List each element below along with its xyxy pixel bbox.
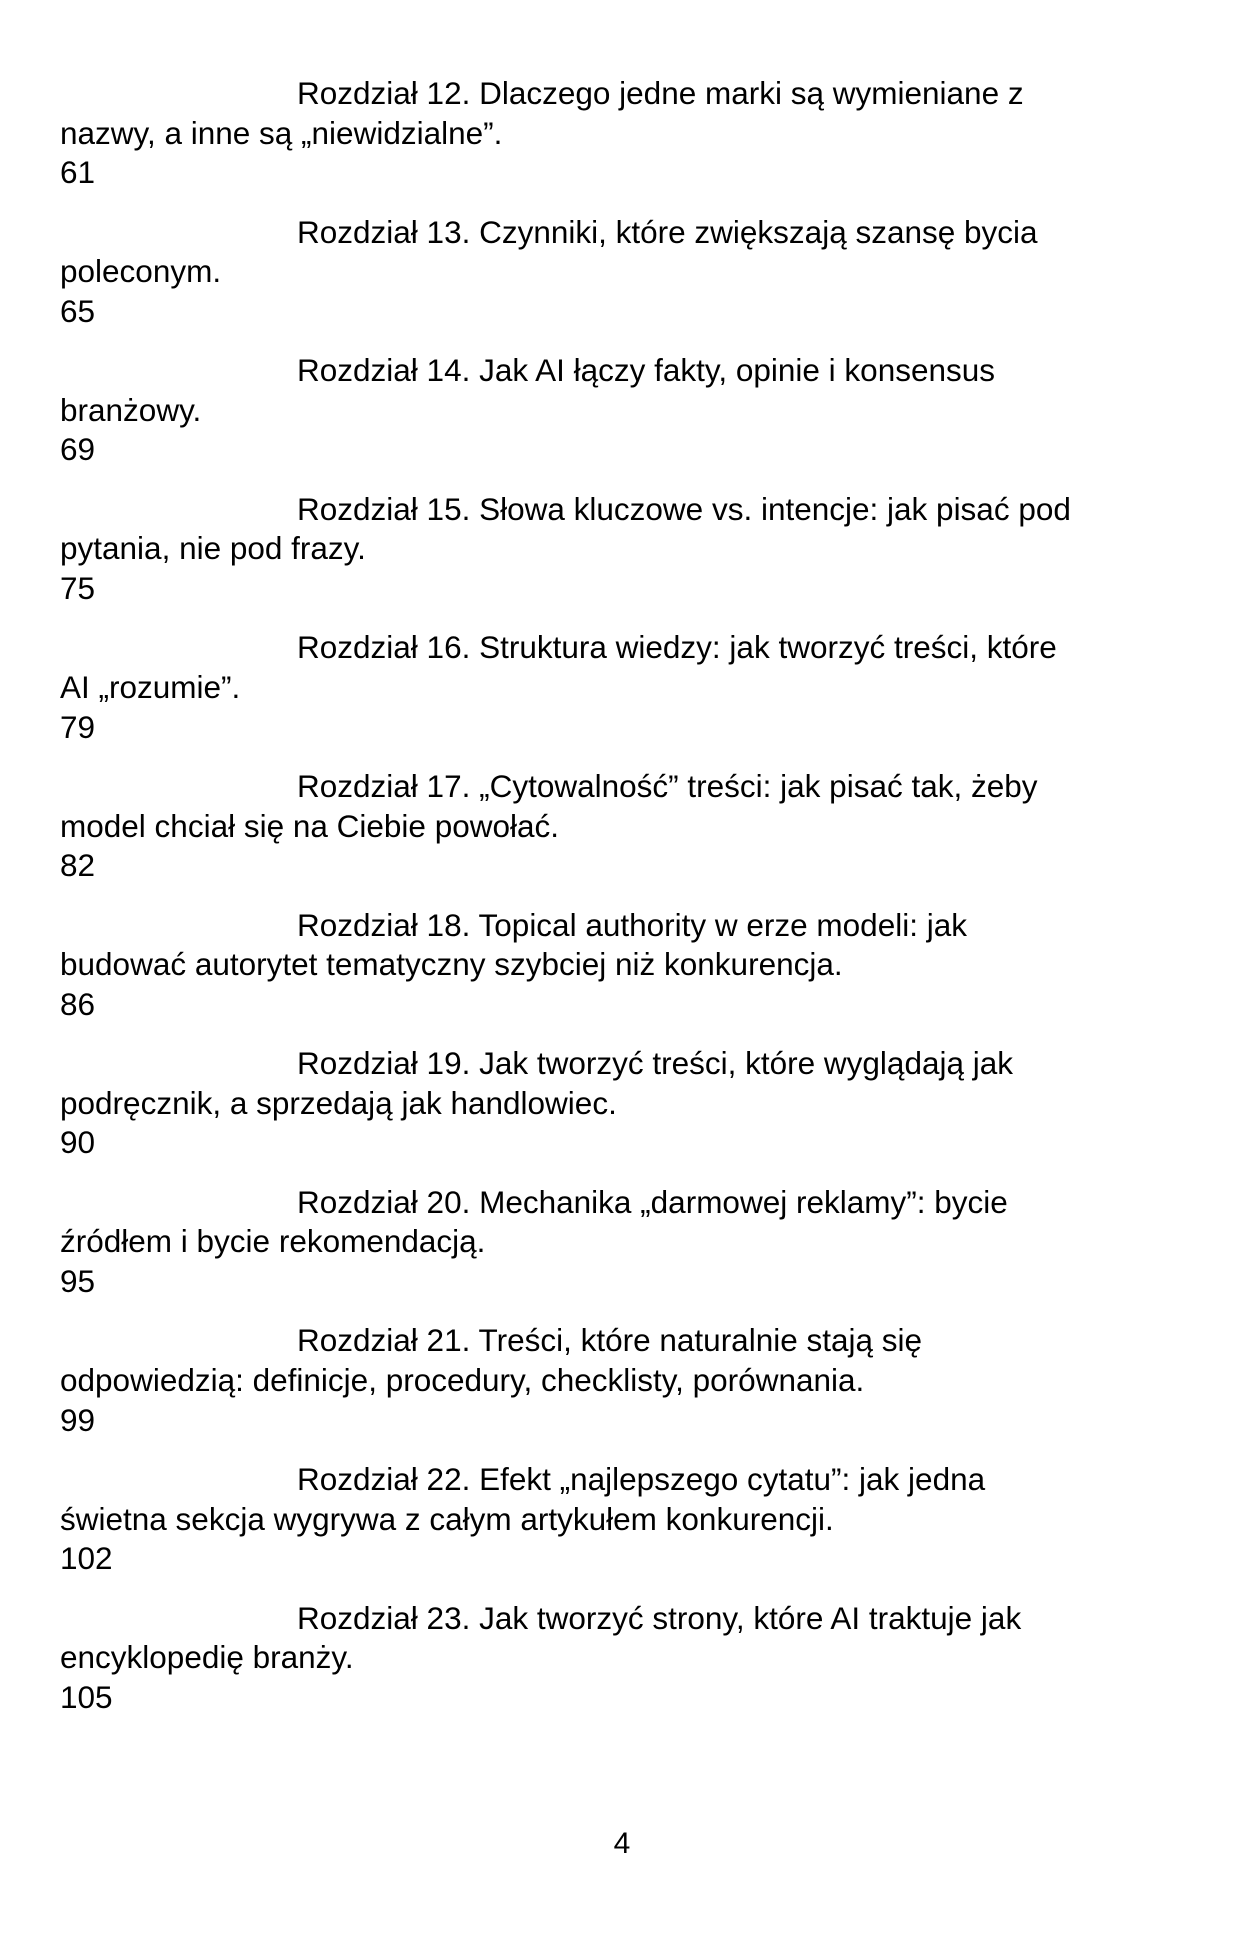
toc-entry-title-continuation: podręcznik, a sprzedają jak handlowiec.	[60, 1084, 617, 1121]
toc-entry-title-continuation: budować autorytet tematyczny szybciej niż konkurencja.	[60, 946, 843, 983]
toc-entry-page: 99	[60, 1401, 96, 1438]
toc-entry-title-continuation: encyklopedię branży.	[60, 1639, 354, 1676]
toc-entry-chapter-12	[60, 74, 1200, 193]
toc-entry-title-continuation: źródłem i bycie rekomendacją.	[60, 1223, 486, 1260]
page-number: 4	[613, 1827, 631, 1860]
toc-entry-page: 86	[60, 985, 96, 1022]
toc-entry-chapter-20	[60, 1183, 1200, 1302]
toc-entry-title: Rozdział 23. Jak tworzyć strony, które AI traktuje jak	[297, 1599, 1022, 1636]
table-of-contents	[60, 74, 1200, 1737]
toc-entry-page: 69	[60, 431, 96, 468]
toc-entry-title: Rozdział 20. Mechanika „darmowej reklamy”: bycie	[297, 1183, 1008, 1220]
toc-entry-page: 65	[60, 292, 96, 329]
toc-entry-title: Rozdział 13. Czynniki, które zwiększają szansę bycia	[297, 213, 1038, 250]
toc-entry-chapter-22	[60, 1460, 1200, 1579]
toc-entry-chapter-17	[60, 767, 1200, 886]
toc-entry-title-continuation: pytania, nie pod frazy.	[60, 530, 366, 567]
toc-entry-chapter-15	[60, 490, 1200, 609]
toc-entry-title: Rozdział 22. Efekt „najlepszego cytatu”: jak jedna	[297, 1460, 986, 1497]
toc-entry-page: 90	[60, 1124, 96, 1161]
toc-entry-chapter-23	[60, 1599, 1200, 1718]
toc-entry-chapter-13	[60, 213, 1200, 332]
toc-entry-page: 102	[60, 1540, 113, 1577]
toc-entry-title-continuation: świetna sekcja wygrywa z całym artykułem konkurencji.	[60, 1500, 834, 1537]
toc-entry-chapter-19	[60, 1044, 1200, 1163]
toc-entry-title: Rozdział 14. Jak AI łączy fakty, opinie i konsensus	[297, 352, 996, 389]
toc-entry-title: Rozdział 18. Topical authority w erze modeli: jak	[297, 906, 967, 943]
toc-entry-chapter-14	[60, 351, 1200, 470]
toc-entry-title: Rozdział 12. Dlaczego jedne marki są wymieniane z	[297, 75, 1024, 111]
toc-entry-chapter-21	[60, 1321, 1200, 1440]
toc-entry-title: Rozdział 19. Jak tworzyć treści, które wyglądają jak	[297, 1045, 1014, 1082]
toc-entry-title-continuation: odpowiedzią: definicje, procedury, checklisty, porównania.	[60, 1361, 865, 1398]
toc-entry-title: Rozdział 15. Słowa kluczowe vs. intencje: jak pisać pod	[297, 490, 1071, 527]
toc-entry-chapter-18	[60, 906, 1200, 1025]
toc-entry-title: Rozdział 17. „Cytowalność” treści: jak pisać tak, żeby	[297, 767, 1038, 804]
toc-entry-page: 82	[60, 847, 96, 884]
toc-entry-title: Rozdział 21. Treści, które naturalnie stają się	[297, 1322, 923, 1359]
toc-entry-page: 105	[60, 1678, 113, 1715]
toc-entry-chapter-16	[60, 628, 1200, 747]
toc-entry-page: 79	[60, 708, 96, 745]
toc-entry-title-continuation: AI „rozumie”.	[60, 668, 241, 705]
toc-entry-title-continuation: branżowy.	[60, 391, 202, 428]
toc-entry-page: 95	[60, 1262, 96, 1299]
toc-entry-page: 61	[60, 154, 96, 191]
toc-entry-title-continuation: model chciał się na Ciebie powołać.	[60, 807, 560, 844]
toc-entry-title: Rozdział 16. Struktura wiedzy: jak tworzyć treści, które	[297, 629, 1057, 666]
toc-entry-title-continuation: nazwy, a inne są „niewidzialne”.	[60, 114, 503, 151]
toc-entry-page: 75	[60, 569, 96, 606]
toc-entry-title-continuation: poleconym.	[60, 253, 222, 290]
